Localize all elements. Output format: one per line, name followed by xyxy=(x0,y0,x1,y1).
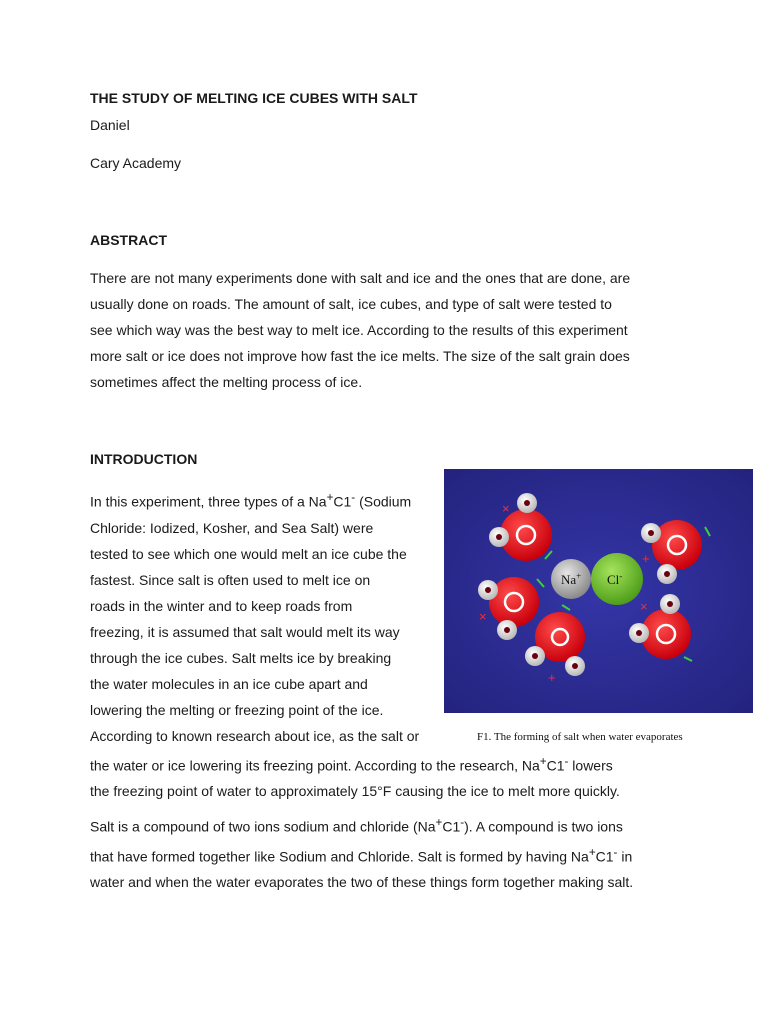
intro-line: Salt is a compound of two ions sodium and chloride (Na+C1-). A compound is two ions xyxy=(90,816,623,835)
introduction-paragraph-2 xyxy=(90,810,700,895)
intro-line: the freezing point of water to approximately 15°F causing the ice to melt more quickly. xyxy=(90,783,620,800)
svg-text:×: × xyxy=(479,609,487,624)
intro-line: lowering the melting or freezing point of the ice. xyxy=(90,701,384,718)
svg-text:Na+: Na+ xyxy=(561,571,582,587)
svg-text:×: × xyxy=(502,501,510,516)
introduction-heading: INTRODUCTION xyxy=(90,451,198,467)
intro-line: According to known research about ice, as the salt or xyxy=(90,727,420,744)
svg-text:+: + xyxy=(548,670,556,685)
abstract-text xyxy=(90,265,690,395)
abstract-line: more salt or ice does not improve how fast the ice melts. The size of the salt grain does xyxy=(90,348,630,364)
svg-text:×: × xyxy=(640,599,648,614)
abstract-heading: ABSTRACT xyxy=(90,232,167,248)
figure-caption: F1. The forming of salt when water evaporates xyxy=(477,731,683,743)
intro-line: that have formed together like Sodium and Chloride. Salt is formed by having Na+C1- in xyxy=(90,845,633,865)
sodium-ion xyxy=(551,559,591,599)
affiliation: Cary Academy xyxy=(90,155,182,171)
abstract-line: see which way was the best way to melt ice. According to the results of this experiment xyxy=(90,322,628,338)
intro-line: tested to see which one would melt an ice cube the xyxy=(90,545,407,562)
paper-title: THE STUDY OF MELTING ICE CUBES WITH SALT xyxy=(90,90,418,106)
intro-line: In this experiment, three types of a Na+C1- (Sodium xyxy=(90,491,412,510)
chloride-ion xyxy=(591,553,643,605)
svg-text:+: + xyxy=(642,551,650,566)
intro-line: through the ice cubes. Salt melts ice by breaking xyxy=(90,649,392,666)
intro-line: freezing, it is assumed that salt would melt its way xyxy=(90,623,400,640)
figure-salt-forming xyxy=(444,469,753,713)
intro-line: the water molecules in an ice cube apart and xyxy=(90,675,368,692)
intro-line: fastest. Since salt is often used to melt ice on xyxy=(90,571,371,588)
abstract-line: sometimes affect the melting process of ice. xyxy=(90,374,363,390)
abstract-line: usually done on roads. The amount of salt, ice cubes, and type of salt were tested to xyxy=(90,296,612,312)
abstract-line: There are not many experiments done with salt and ice and the ones that are done, are xyxy=(90,270,631,286)
intro-line: water and when the water evaporates the two of these things form together making salt. xyxy=(90,874,634,891)
svg-text:Cl-: Cl- xyxy=(607,571,623,587)
intro-line: the water or ice lowering its freezing point. According to the research, Na+C1- lowers xyxy=(90,754,613,774)
salt-molecule-diagram xyxy=(444,469,753,713)
intro-line: Chloride: Iodized, Kosher, and Sea Salt) were xyxy=(90,519,374,536)
author-name: Daniel xyxy=(90,117,130,133)
intro-line: roads in the winter and to keep roads from xyxy=(90,597,353,614)
